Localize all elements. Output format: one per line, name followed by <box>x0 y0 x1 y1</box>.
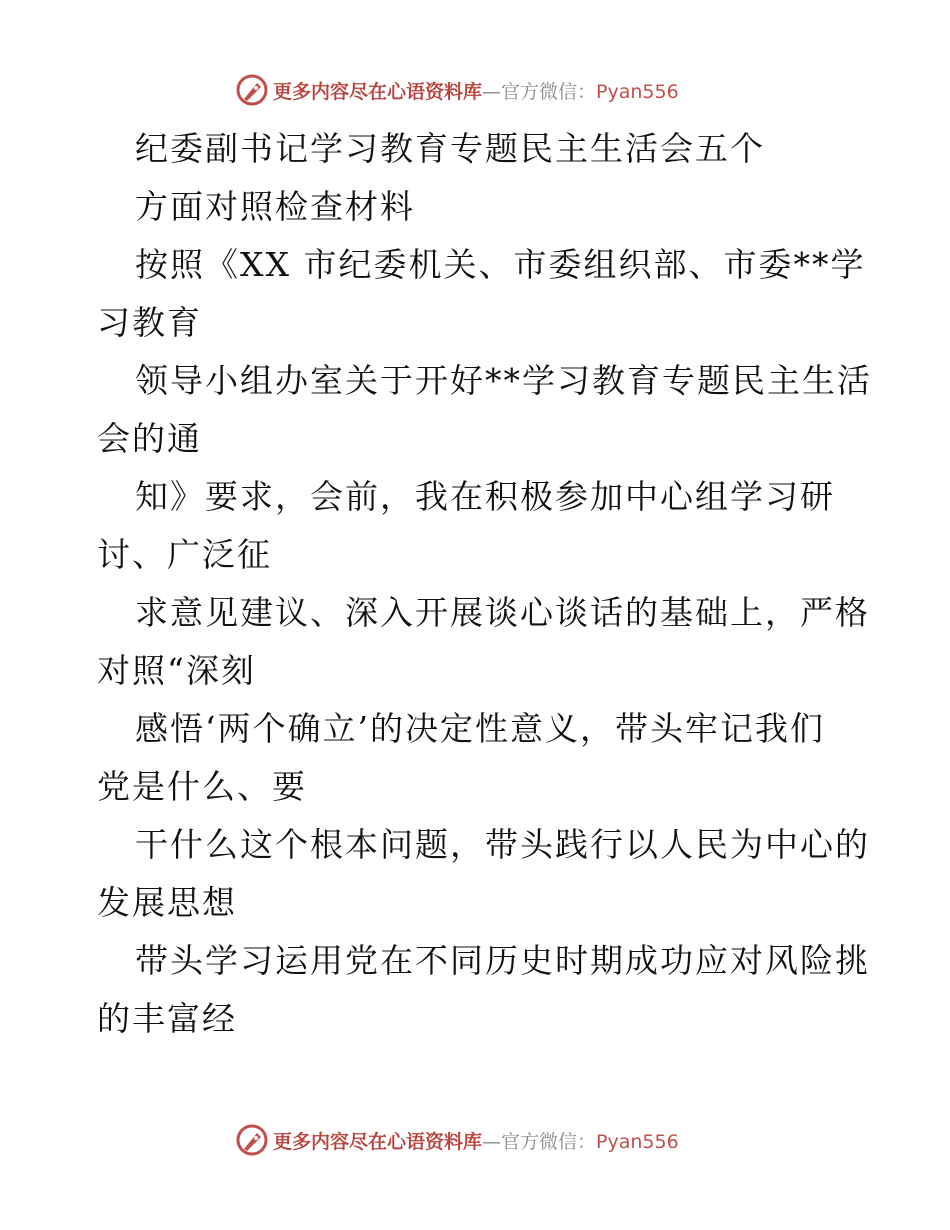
footer-watermark <box>235 1122 679 1158</box>
body-line: 讨、广泛征 <box>97 535 272 574</box>
pen-nib-circle-icon <box>235 73 269 107</box>
body-line: 求意见建议、深入开展谈心谈话的基础上，严格 <box>135 593 870 632</box>
body-line: 带头学习运用党在不同历史时期成功应对风险挑 <box>135 941 870 980</box>
body-line: 干什么这个根本问题，带头践行以人民为中心的 <box>135 825 870 864</box>
body-line: 感悟‘两个确立’的决定性意义，带头牢记我们 <box>135 709 825 748</box>
watermark-brand: 更多内容尽在心语资料库 <box>273 80 483 103</box>
document-title-line-1: 纪委副书记学习教育专题民主生活会五个 <box>135 129 765 168</box>
body-line: 对照“深刻 <box>97 651 256 690</box>
watermark-brand: 更多内容尽在心语资料库 <box>273 1130 483 1153</box>
watermark-text <box>273 77 679 104</box>
body-line: 习教育 <box>97 303 202 342</box>
watermark-dash: — <box>482 1130 502 1153</box>
body-line: 的丰富经 <box>97 999 237 1038</box>
watermark-wechat-label: 官方微信： <box>501 80 597 103</box>
document-title-line-2: 方面对照检查材料 <box>135 187 415 226</box>
body-line: 会的通 <box>97 419 202 458</box>
watermark-dash: — <box>482 80 502 103</box>
body-line: 领导小组办室关于开好**学习教育专题民主生活 <box>135 361 872 400</box>
body-line: 党是什么、要 <box>97 767 307 806</box>
watermark-handle: Pyan556 <box>596 1130 679 1153</box>
watermark-text <box>273 1127 679 1154</box>
body-line: 按照《XX 市纪委机关、市委组织部、市委**学 <box>135 245 866 284</box>
document-body <box>97 120 872 1048</box>
watermark-handle: Pyan556 <box>596 80 679 103</box>
header-watermark <box>235 72 679 108</box>
pen-nib-circle-icon <box>235 1123 269 1157</box>
body-line: 知》要求，会前，我在积极参加中心组学习研 <box>135 477 835 516</box>
watermark-wechat-label: 官方微信： <box>501 1130 597 1153</box>
body-line: 发展思想 <box>97 883 237 922</box>
